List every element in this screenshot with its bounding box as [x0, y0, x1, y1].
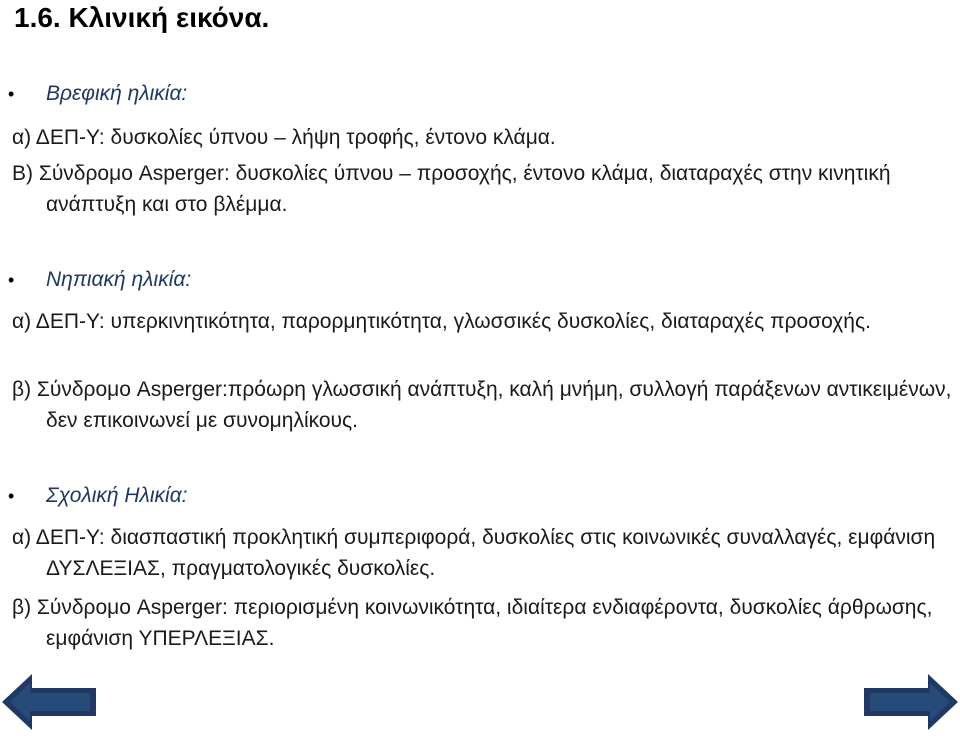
- list-item: β) Σύνδρομο Asperger:πρόωρη γλωσσική ανάπτυξη, καλή μνήμη, συλλογή παράξενων αντικειμένων, δεν επικοινωνεί με συνομηλίκους.: [12, 378, 952, 432]
- list-item: α) ΔΕΠ-Υ: διασπαστική προκλητική συμπεριφορά, δυσκολίες στις κοινωνικές συναλλαγές, εμφάνιση ΔΥΣΛΕΞΙΑΣ, πραγματολογικές δυσκολίες.: [12, 526, 936, 580]
- section-heading-label: Νηπιακή ηλικία:: [46, 268, 192, 291]
- section-heading-label: Βρεφική ηλικία:: [46, 82, 188, 105]
- page-title: 1.6. Κλινική εικόνα.: [14, 2, 270, 33]
- arrow-right-icon: [864, 674, 958, 730]
- section-heading-infancy: [8, 82, 187, 106]
- list-item: α) ΔΕΠ-Υ: υπερκινητικότητα, παρορμητικότητα, γλωσσικές δυσκολίες, διαταραχές προσοχής.: [12, 310, 871, 333]
- list-item: α) ΔΕΠ-Υ: δυσκολίες ύπνου – λήψη τροφής, έντονο κλάμα.: [12, 126, 556, 149]
- section-heading-label: Σχολική Ηλικία:: [46, 484, 188, 507]
- list-item: β) Σύνδρομο Asperger: περιορισμένη κοινωνικότητα, ιδιαίτερα ενδιαφέροντα, δυσκολίες άρθρωσης, εμφάνιση ΥΠΕΡΛΕΞΙΑΣ.: [12, 596, 933, 650]
- bullet-icon: •: [8, 486, 15, 506]
- section-heading-early-childhood: [8, 268, 191, 292]
- next-button[interactable]: [862, 671, 960, 733]
- section-heading-school-age: [8, 484, 188, 508]
- bullet-icon: •: [8, 84, 15, 104]
- bullet-icon: •: [8, 270, 15, 290]
- list-item: Β) Σύνδρομο Asperger: δυσκολίες ύπνου – προσοχής, έντονο κλάμα, διαταραχές στην κινητική ανάπτυξη και στο βλέμμα.: [12, 162, 891, 216]
- arrow-left-icon: [2, 674, 96, 730]
- back-button[interactable]: [0, 671, 98, 733]
